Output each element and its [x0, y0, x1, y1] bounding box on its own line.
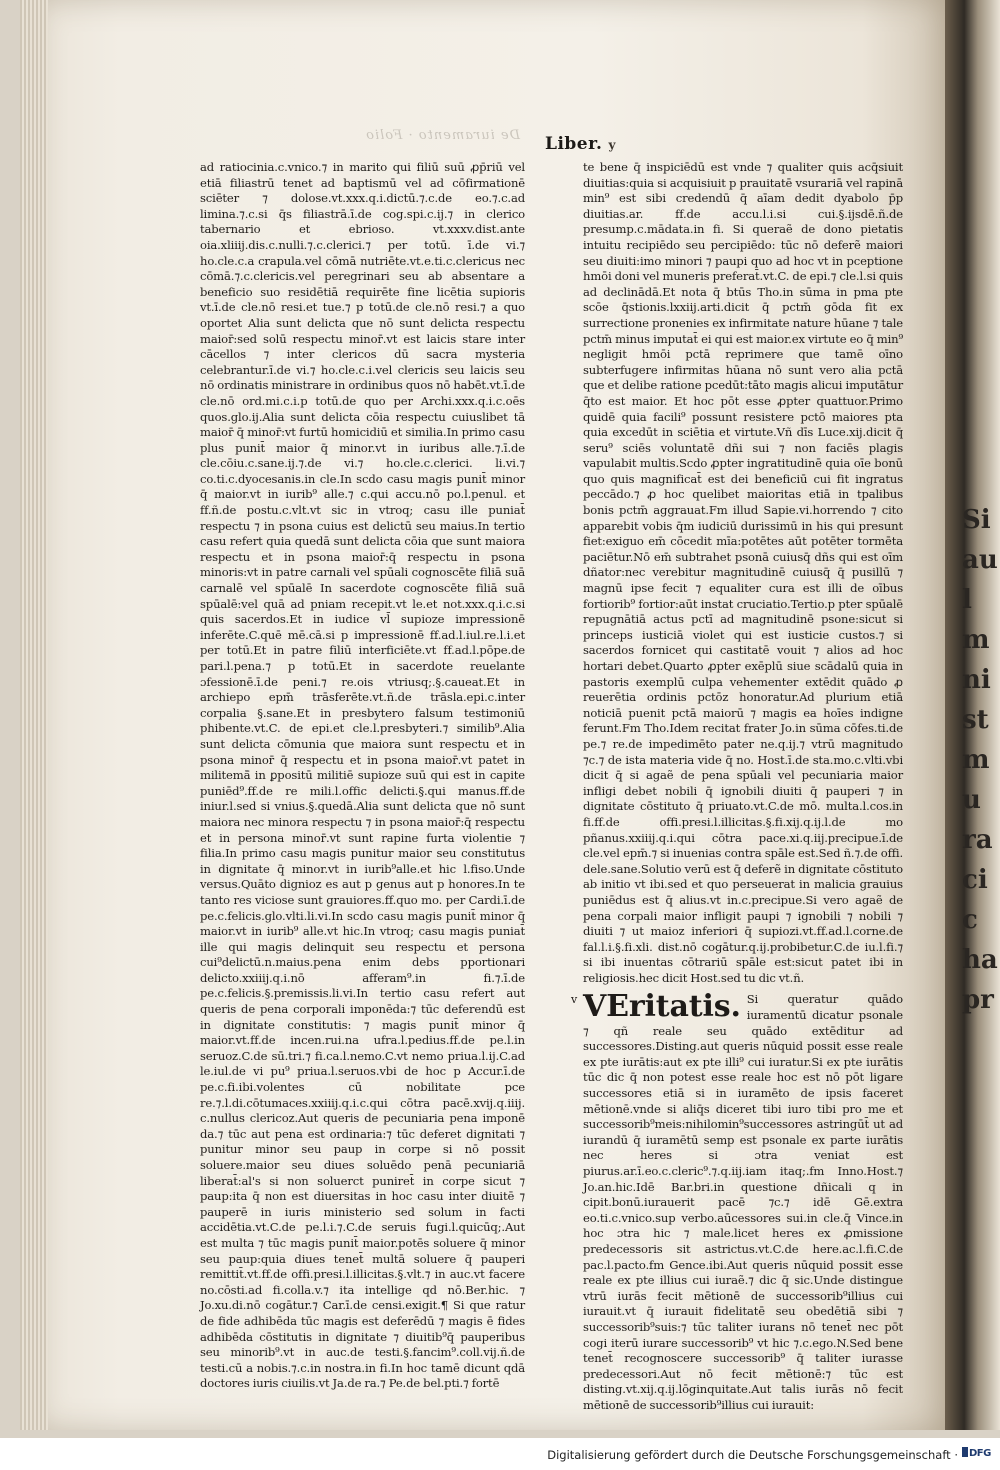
- lemma-marker: v: [571, 993, 578, 1007]
- left-column-text: ad ratiocinia.c.vnico.⁊ in marito qui filiū suū ꝓp̄riū vel etiā filiastrū tenet ad baptismū vel ad cōfirmationē sciēter ⁊ dolose.vt.xxx.q.i.dictū.⁊.c.de eo.⁊.c.ad limina.⁊.c.si q̄s filiastrā.ī.de cog.spi.c.ij.⁊ in clerico tabernario et ebrioso. vt.xxxv.dist.ante oia.xliiij.dis.c.nulli.⁊.c.clerici.⁊ per totū. ī.de vi.⁊ ho.cle.c.a crapula.vel cōmā nutriēte.vt.e.ti.c.clericus nec cōmā.⁊.c.clericis.vel peregrinari seu ab absentare a beneficio suo residētiā requirēte fine licētia supioris vt.ī.de cle.nō resi.et tue.⁊ p totū.de cle.nō resi.⁊ a quo oportet Alia sunt delicta que nō sunt delicta respectu maior̄:sed solū respectu minor̄.vt est laicis stare inter cācellos ⁊ inter clericos dū sacra mysteria celebrantur.ī.de vi.⁊ ho.cle.c.i.vel clericis seu laicis seu nō ordinatis ministrare in ordinibus quos nō habēt.vt.ī.de cle.nō ord.mi.c.i.p totū.de quo per Archi.xxx.q.i.c.oēs quos.glo.ij.Alia sunt delicta cōia respectu cuiuslibet tā maior̄ q̄ minor̄:vt furtū homicidiū et similia.In primo casu plus punit̄ maior q̄ minor.vt in iuribus alle.⁊.ī.de cle.cōiu.c.sane.ij.⁊.de vi.⁊ ho.cle.c.clerici. li.vi.⁊ co.ti.c.dyocesanis.in cle.In scdo casu magis punit̄ minor q̄ maior.vt in iurib⁹ alle.⁊ c.qui accu.nō po.l.penul. et ff.ñ.de postu.c.vlt.vt sic in vtroq; casu ille puniat̄ respectu ⁊ in psona cuius est delictū seu maius.In tertio casu refert quia quedā sunt delicta cōia que sunt maiora respectu et in psona maior̄:q̄ respectu in psona minoris:vt in patre carnali vel spūali cognoscēte filiā suā carnalē vel spūalē In sacerdote cognoscēte filiā suā spūalē:vel quā ad pniam recepit.vt le.et not.xxx.q.i.c.si quis sacerdos.Et in iudice vl̄ supioze impressionē inferēte.C.quē mē.cā.si p impressionē ff.ad.l.iul.re.l.i.et per totū.Et in patre filiū interficiēte.vt ff.ad.l.pōpe.de pari.l.pena.⁊ p totū.Et in sacerdote reuelante ɔfessionē.ī.de peni.⁊ re.ois vtriusq;.§.caueat.Et in archiepo epm̄ trāsferēte.vt.ñ.de trāsla.epi.c.inter corpalia §.sane.Et in presbytero falsum testimoniū phibente.vt.C. de epi.et cle.l.presbyteri.⁊ similib⁹.Alia sunt delicta cōmunia que maiora sunt respectu et in psona minor̄ q̄ respectu et in psona maior̄.vt patet in militemā̄ in ꝑpositū militiē supioze suū qui est in capite puniēd⁹.ff.de re mili.l.offic delicti.§.qui manus.ff.de iniur.l.sed si vnius.§.quedā.Alia sunt delicta que nō sunt maiora nec minora respectu ⁊ in psona maior̄:q̄ respectu et in persona minor̄.vt sunt rapine furta violentie ⁊ filia.In primo casu magis punitur maior seu constitutus in dignitate q̄ minor.vt in iurib⁹alle.et hic l.fiso.Unde versus.Quāto dignioz es aut p genus aut p honores.In te tanto res viciose sunt grauiores.ff.quo mo. per Cardi.ī.de pe.c.felicis.glo.vlti.li.vi.In scdo casu magis punit̄ minor q̄ maior.vt in iurib⁹ alle.vt hic.In vtroq; casu magis puniat̄ ille qui magis delinquit seu respectu et persona cui⁹delictū.n.maius.pena enim debs pportionari delicto.xxiiij.q.i.nō afferam⁹.in fi.⁊.ī.de pe.c.felicis.§.premissis.li.vi.In tertio casu refert aut queris de pena corporali imponēda:⁊ tūc deferendū est in dignitate constitutis: ⁊ magis punit̄ minor q̄ maior.vt.ff.de incen.rui.na ufra.l.pedius.ff.de pe.l.in seruoz.C.de sū.tri.⁊ fi.ca.l.nemo.C.vt nemo priua.l.ij.C.ad le.iul.de vi pu⁹ priua.l.seruos.vbi de hoc p Accur.ī.de pe.c.fi.ibi.volentes cū nobilitate pce re.⁊.l.di.cōtumaces.xxiiij.q.i.c.qui cōtra pacē.xvij.q.iiij. c.nullus clericoz.Aut queris de pecuniaria pena imponē da.⁊ tūc aut pena est ordinaria:⁊ tūc deferet dignitati ⁊ punitur minor seu paup in corpe si nō possit soluere.maior seu diues soluēdo penā pecuniariā liberat̄:al's si non soluerct puniret̄ in corpe sicut ⁊ paup:ita q̄ non est diuersitas in hoc casu inter diuitē ⁊ pauperē in iuris ministerio sed solum in facti accidētia.vt.C.de pe.l.i.⁊.C.de seruis fugi.l.quicūq;.Aut est multa ⁊ tūc magis punit̄ maior.potēs soluere q̄ minor seu paup:quia diues tenet̄ multā soluere q̄ pauperi remittit̄.vt.ff.de offi.presi.l.illicitas.§.vlt.⁊ in auc.vt facere no.cōsti.ad fi.colla.v.⁊ ita intellige qd nō.Ber.hic. ⁊ Jo.xu.di.nō cogātur.⁊ Car.ī.de censi.exigit.¶ Si que ratur de fide adhibēda tūc magis est deferēdū ⁊ magis ē fides adhibēda cōstitutis in dignitate ⁊ diuitib⁹q̄ pauperibus seu minorib⁹.vt in auc.de testi.§.fancim⁹.coll.vij.ñ.de testi.cū a nobis.⁊.c.in nostra.in fi.In hoc tamē dicunt qdā doctores iuris ciuilis.vt Ja.de ra.⁊ Pe.de bel.pti.⁊ fortē: [200, 160, 525, 1391]
- dfg-logo-mark-icon: [962, 1447, 968, 1457]
- lemma-initial: V: [583, 989, 607, 1025]
- lemma-section: [571, 989, 903, 1413]
- running-head-title: Liber.: [545, 134, 603, 154]
- lemma-heading: [583, 989, 741, 1025]
- right-column-text-bottom: Si queratur quādo iuramentū dicatur psonale ⁊ qñ reale seu quādo extēditur ad successores.Disting.aut queris nūquid possit esse reale ex pte iurātis:aut ex pte illi⁹ cui iuratur.Si ex pte iurātis tūc dic q̄ non potest esse reale hoc est nō pōt ligare successores etiā si in iuramēto de ipsis faceret mētionē.vnde si aliq̄s diceret tibi iuro tibi pro me et successorib⁹meis:nihilomin⁹successores astringūt̄ ut ad iurandū q̄ iuramētū semp est psonale ex parte iurātis nec heres si ɔtra veniat est piurus.ar.ī.eo.c.cleric⁹.⁊.q.iij.iam itaq;.fm Inno.Host.⁊ Jo.an.hic.Idē Bar.bri.in questione dñicali q in cipit.bonū.iurauerit pacē ⁊c.⁊ idē Gē.extra eo.ti.c.vnico.sup verbo.aūcessores sui.in cle.q̄ Vince.in hoc ɔtra hic ⁊ male.licet heres ex ꝓmissione predecessoris sit astrictus.vt.C.de here.ac.l.fi.C.de pac.l.pacto.fm Gence.ibi.Aut queris nūquid possit esse reale ex pte illius cui iuraẽ.⁊ dic q̄ sic.Unde distingue vtrū iurās fecit mētionē de successorib⁹illius cui iurauit.vt q̄ iurauit fidelitatē seu obedētiā sibi ⁊ successorib⁹suis:⁊ tūc taliter iurans nō tenet̄ nec pōt cogi iterū iurare successorib⁹ vt hic ⁊.c.ego.N.Sed bene tenet̄ recognoscere successorib⁹ q̄ taliter iurasse predecessori.Aut nō fecit mētionē:⁊ tūc est disting.vt.xij.q.ij.lōginquitate.Aut talis iurās nō fecit mētionē de successorib⁹illius cui iurauit:: [583, 992, 903, 1412]
- digitization-footer: [0, 1438, 1000, 1470]
- right-column-text-top: te bene q̄ inspiciēdū est vnde ⁊ qualiter quis acq̄siuit diuitias:quia si acquisiuit p prauitatē vsurariā vel rapinā min⁹ est sibi credendū q̄ aīam dedit dyabolo p̄p diuitias.ar. ff.de accu.l.i.si cui.§.ijsdē.ñ.de presump.c.mādata.in fi. Si queraẽ de dono pietatis intuitu recipiēdo seu percipiēdo: tūc nō deferẽ maiori seu diuiti:imo minori ⁊ paupi quo ad hoc vt in pceptione hmōi doni vel muneris preferat̄.vt.C. de epi.⁊ cle.l.si quis ad declinādā.Et nota q̄ btūs Tho.in sūma in pma pte scōe q̄stionis.lxxiij.arti.dicit q̄ pctm̄ gōda fit ex surrectione pronenies ex infirmitate nature hūane ⁊ tale pctm̄ minus imputat̄ ei qui est maior.ex virtute eo q̄ min⁹ negligit hmōi pctā reprimere que tamē oīno subterfugere infirmitas hūana nō sunt vero alia pctā que et delibe ratione pcedūt:tāto magis alicui imputātur q̄to est maior. Et hoc pōt esse ꝓpter quattuor.Primo quidē quia facili⁹ possunt resistere pctō maiores pta quia excedūt in sciētia et virtute.Vñ dīs Luce.xij.dicit q̄ seru⁹ sciēs voluntatē dñi sui ⁊ non faciēs plagis vapulabit multis.Scdo ꝓpter ingratitudinē quia oīe bonū quo quis magnificat̄ est dei beneficiū cui fit ingratus peccādo.⁊ ꝓ hoc quelibet maioritas etiā in tpalibus bonis pctm̄ aggrauat.Fm illud Sapie.vi.horrendo ⁊ cito apparebit vobis q̄m iudiciū durissimū in his qui presunt fiet:exiguo em̄ cōcedit mīa:potētes aūt potēter tormēta paciētur.Nō em̄ subtrahet psonā cuiusq̄ dñs qui est oīm dñator:nec verebitur magnitudinē cuiusq̄ q̄ pusillū ⁊ magnū ipse fecit ⁊ equaliter cura est illi de oībus fortiorib⁹ fortior:aūt instat cruciatio.Tertio.p pter spūalē repugnātiā actus pctī ad magnitudinē psone:sicut si princeps iusticiā violet qui est iusticie custos.⁊ si sacerdos fornicet qui castitatē vouit ⁊ alios ad hoc hortari debet.Quarto ꝓpter exēplū siue scādalū quia in pastoris exemplū culpa vehementer extēdit quādo ꝓ reuerētia ordinis pctōz honoratur.Ad plurium etiā noticiā puenit pctā maiorū ⁊ magis ea hoīes indigne ferunt.Fm Tho.Idem recitat frater Jo.in sūma cōfes.ti.de pe.⁊ re.de impedimēto pater ne.q.ij.⁊ vtrū magnitudo ⁊c.⁊ de ista materia vide q̄ no. Host.ī.de sta.mo.c.vlti.vbi dicit q̄ si agaẽ de pena spūali vel pecuniaria maior infligi debet nobili q̄ ignobili diuiti q̄ pauperi ⁊ in dignitate cōstituto q̄ priuato.vt.C.de mō. multa.l.cos.in fi.ff.de offi.presi.l.illicitas.§.fi.xij.q.ij.l.de mo pñanus.xxiiij.q.i.qui cōtra pace.xi.q.iij.precipue.ī.de cle.vel epm̄.⁊ si inuenias contra spāle est.Sed ñ.⁊.de offi. dele.sane.Solutio verū est q̄ deferẽ in dignitate cōstituto ab initio vt ibi.sed et quo perseuerat in malicia grauius puniēdus est q̄ alius.vt in.c.precipue.Si vero agaẽ de pena corpali maior infligit paupi ⁊ ignobili ⁊ nobili ⁊ diuiti ⁊ ut maioz inferiori q̄ supiozi.vt.ff.ad.l.corne.de fal.l.i.§.fi.xli. dist.nō cogātur.q.ij.probibetur.C.de iu.l.fi.⁊ si ibi inuentas cōtrariū spāle est:sicut patet ibi in religiosis.hec dicit Host.sed tu dic vt.ñ.: [583, 160, 903, 985]
- facing-page-fragment: [962, 480, 1000, 1280]
- dfg-logo: [962, 1446, 992, 1462]
- running-head: [545, 134, 616, 154]
- footer-credit: Digitalisierung gefördert durch die Deutsche Forschungsgemeinschaft ·: [547, 1448, 958, 1462]
- facing-page-text: Si au l m ni st mu ra ci c ha pr: [962, 505, 998, 1015]
- left-text-column: [200, 160, 525, 1391]
- dfg-logo-text: DFG: [969, 1448, 991, 1459]
- right-text-column: [571, 160, 903, 1412]
- show-through-heading: De iuramento · Folio: [365, 128, 520, 143]
- lemma-word: Eritatis.: [606, 989, 741, 1025]
- book-page-edges: [20, 0, 50, 1430]
- running-head-signature: y: [608, 138, 616, 152]
